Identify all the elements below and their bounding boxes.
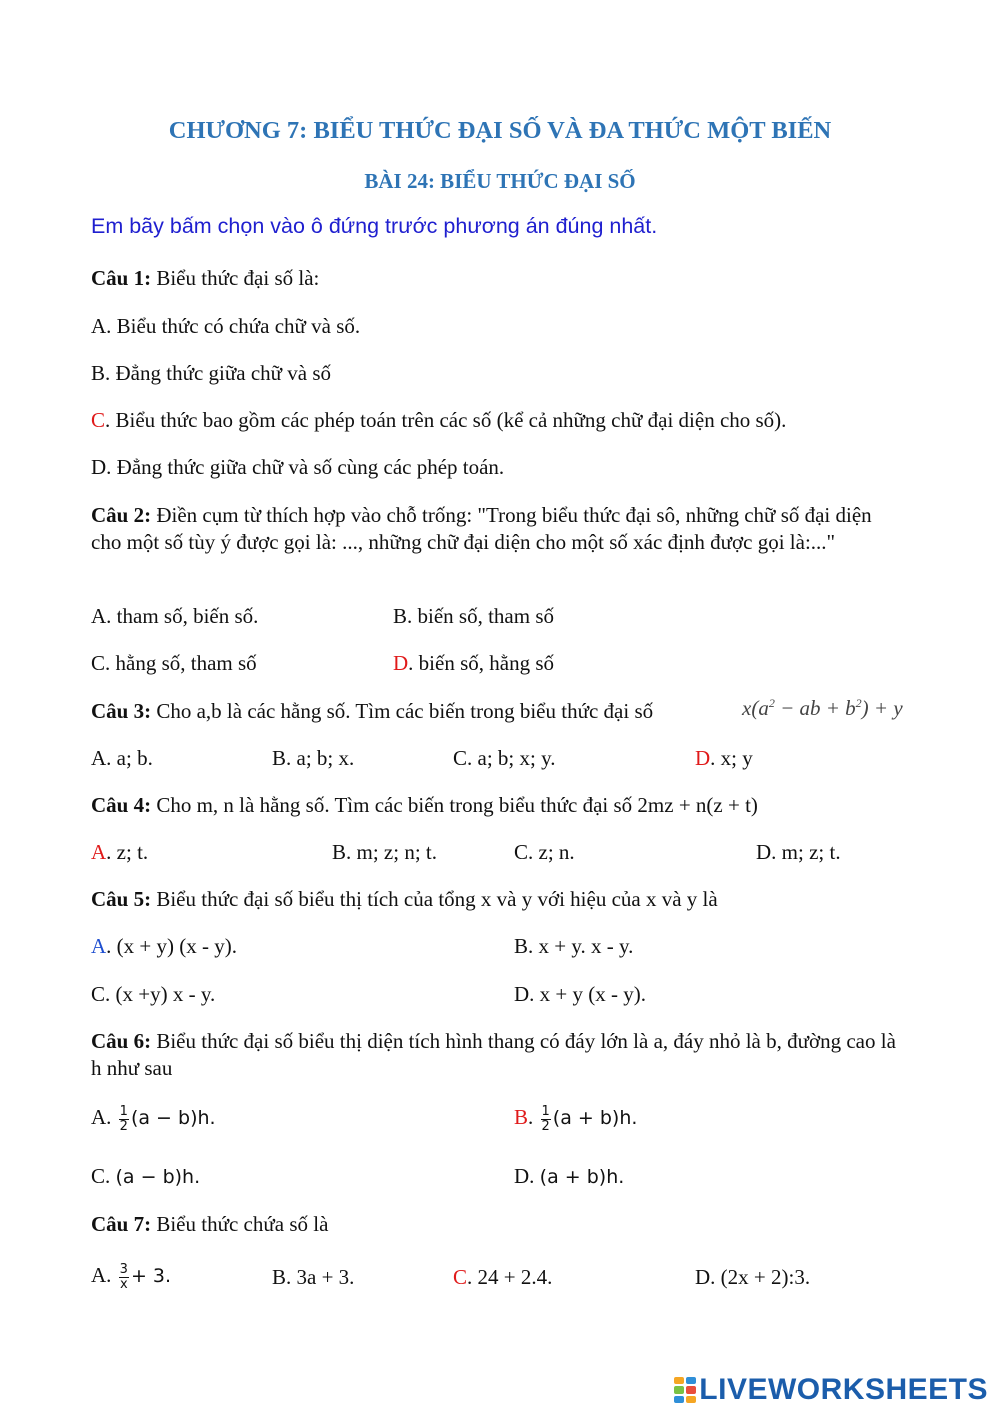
q7-option-d[interactable]: D. (2x + 2):3. [695,1265,811,1289]
q7-option-c[interactable]: C. 24 + 2.4. [453,1265,553,1289]
q2-option-a[interactable]: A. tham số, biến số. [91,604,259,628]
q3-option-d[interactable]: D. x; y [695,746,753,770]
q1-option-a[interactable]: A. Biểu thức có chứa chữ và số. [91,314,361,338]
q2-option-c[interactable]: C. hằng số, tham số [91,651,257,675]
question-4: Câu 4: Cho m, n là hằng số. Tìm các biến trong biểu thức đại số 2mz + n(z + t) [91,793,758,817]
q5-option-a[interactable]: A. (x + y) (x - y). [91,934,237,958]
q1-option-d[interactable]: D. Đẳng thức giữa chữ và số cùng các phép toán. [91,455,505,479]
q7-option-b[interactable]: B. 3a + 3. [272,1265,355,1289]
q6-option-d[interactable]: D. (a + b)h. [514,1164,625,1188]
question-7: Câu 7: Biểu thức chứa số là [91,1212,329,1236]
q4-option-c[interactable]: C. z; n. [514,840,575,864]
q1-option-c[interactable]: C. Biểu thức bao gồm các phép toán trên các số (kể cả những chữ đại diện cho số). [91,408,787,432]
q3-option-a[interactable]: A. a; b. [91,746,153,770]
question-3: Câu 3: Cho a,b là các hằng số. Tìm các biến trong biểu thức đại số [91,699,654,723]
fraction-one-half: $\frac{1}{2}$ [119,1103,128,1134]
q3-expression: $x(a^2$ − ab + $b^2) + y$ [742,696,903,720]
question-1: Câu 1: Biểu thức đại số là: [91,266,320,290]
q5-option-d[interactable]: D. x + y (x - y). [514,982,646,1006]
question-6: Câu 6: Biểu thức đại số biểu thị diện tích hình thang có đáy lớn là a, đáy nhỏ là b, đường cao là h như sau [91,1029,896,1080]
q5-option-b[interactable]: B. x + y. x - y. [514,934,634,958]
question-5: Câu 5: Biểu thức đại số biểu thị tích của tổng x và y với hiệu của x và y là [91,887,718,911]
instruction: Em bãy bấm chọn vào ô đứng trước phương án đúng nhất. [91,214,658,238]
q4-option-a[interactable]: A. z; t. [91,840,149,864]
liveworksheets-brand: LIVEWORKSHEETS [699,1373,988,1406]
question-2: Câu 2: Điền cụm từ thích hợp vào chỗ trống: "Trong biểu thức đại sô, những chữ số đại diện cho một số tùy ý được gọi là: ..., những chữ đại diện cho một số xác định được gọi là:..." [91,503,872,554]
chapter-title: CHƯƠNG 7: BIỂU THỨC ĐẠI SỐ VÀ ĐA THỨC MỘT BIẾN [168,117,832,144]
liveworksheets-logo-icon [674,1377,696,1403]
fraction-one-half: $\frac{1}{2}$ [541,1103,550,1134]
q2-option-b[interactable]: B. biến số, tham số [393,604,554,628]
q6-option-b[interactable]: B. $\frac{1}{2}$ (a + b)h. [514,1103,638,1134]
q4-option-d[interactable]: D. m; z; t. [756,840,841,864]
q2-option-d[interactable]: D. biến số, hằng số [393,651,554,675]
q6-option-c[interactable]: C. (a − b)h. [91,1164,201,1188]
fraction-three-over-x: $\frac{3}{x}$ [119,1261,128,1292]
q1-option-b[interactable]: B. Đẳng thức giữa chữ và số [91,361,332,385]
lesson-title: BÀI 24: BIỂU THỨC ĐẠI SỐ [364,169,636,193]
q5-option-c[interactable]: C. (x +y) x - y. [91,982,216,1006]
q3-option-c[interactable]: C. a; b; x; y. [453,746,556,770]
q4-option-b[interactable]: B. m; z; n; t. [332,840,437,864]
liveworksheets-logo [674,1373,988,1407]
q6-option-a[interactable]: A. $\frac{1}{2}$ (a − b)h. [91,1103,216,1134]
q7-option-a[interactable]: A. $\frac{3}{x}$ + 3. [91,1261,172,1292]
q3-option-b[interactable]: B. a; b; x. [272,746,355,770]
